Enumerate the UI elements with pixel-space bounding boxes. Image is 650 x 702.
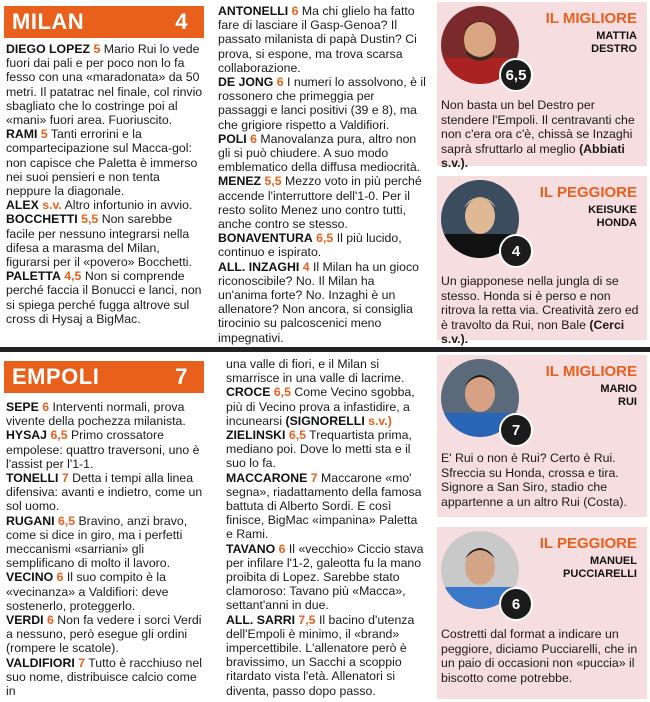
player-comment: Mezzo voto in più perché accende l'interruttore dell'1-0. Per il resto solito Menez uno contro tutti, anche contro se stesso. [218,174,422,232]
player-vote: 5,5 [81,212,99,227]
player-entry [6,613,204,656]
player-comment: I numeri lo assolvono, è il rossonero che primeggia per passaggi e lanci positivi (39 e 8), ma che grigiore rispetto a Valdifiori. [218,75,426,132]
player-entry [226,471,426,542]
section-divider [0,347,650,352]
milan-col-1 [6,42,204,326]
player-comment: Primo crossatore empolese: quattro traversoni, uno è l'assist per l'1-1. [6,428,200,471]
card-title: IL MIGLIORE [545,10,637,27]
player-full-name [591,30,637,56]
card-text [441,98,639,171]
player-name: RUGANI [6,513,55,528]
continued-text: una valle di fiori, e il Milan si smarrisce in una valle di lacrime. [226,357,405,386]
player-entry [6,212,204,269]
empoli-worst-card [437,527,647,699]
player-vote: 6 [276,75,284,90]
card-comment: Un giapponese nella jungla di se stesso. Honda si è perso e non ritrova la retta via. Creatività zero ed è travolto da Rui, non Bale [441,274,639,332]
player-last-name: PUCCIARELLI [563,568,637,580]
player-entry [218,4,426,75]
team-grade: 7 [175,364,188,389]
player-comment: Mario Rui lo vede fuori dai pali e per poco non lo fa fesso con una «maradonata» da 50 metri. Il patatrac nel finale, col rinvio sbagliato che lo costringe poi al «mani» fuori area. Fuoriuscito. [6,42,203,128]
player-first-name: MATTIA [596,30,637,42]
player-entry [6,514,204,571]
player-entry [6,400,204,428]
player-vote: 5 [40,127,48,142]
player-comment: Il «vecchio» Ciccio stava per infilare l'1-2, galeotta fu la mano proibita di Lopez. Sarebbe stato clamoroso: Tavano più «Macca», settant'anni in due. [226,541,424,613]
player-name: MENEZ [218,174,262,189]
player-name: POLI [218,131,247,146]
player-first-name: MARIO [600,383,637,395]
player-comment: Come Vecino sgobba, più di Vecino prova a infastidire, a incunearsi [226,385,415,428]
player-vote: 6 [42,400,50,414]
player-entry [226,428,426,471]
player-comment: Tanti errorini e la compartecipazione sul Macca-gol: non capisce che Paletta è immerso nei suoi pensieri e non tenta neppure la diagonale. [6,127,198,199]
card-author: (Cerci s.v.). [441,317,625,347]
player-first-name: MANUEL [589,555,637,567]
card-text [441,274,639,347]
player-comment: Il suo compito è la «vecinanza» a Valdifiori: deve sostenerlo, proteggerlo. [6,570,169,613]
empoli-best-card [437,355,647,517]
player-comment: Non si comprende perché faccia il Bonucci e lanci, non si spiega perché fugga altrove sul cross di Hysaj a BigMac. [6,269,202,326]
player-name: VERDI [6,613,44,628]
player-name: DIEGO LOPEZ [6,42,91,56]
player-name: MACCARONE [226,470,308,485]
player-full-name [588,204,637,230]
player-last-name: HONDA [596,217,637,229]
milan-worst-card [437,176,647,347]
player-vote: 6 [291,4,299,18]
team-name: EMPOLI [12,364,100,389]
player-vote: 7,5 [298,612,316,627]
player-vote: 7 [61,471,69,486]
player-comment: Detta i tempi alla linea difensiva: avanti e indietro, come un sol uomo. [6,471,203,514]
player-vote: 6,5 [316,231,334,246]
player-name: RAMI [6,127,38,142]
player-vote: 6 [47,613,54,628]
player-vote: 5,5 [264,174,282,189]
card-author: (Abbiati s.v.). [441,141,625,171]
player-entry [226,613,426,698]
empoli-section [0,355,650,702]
player-full-name [563,555,637,581]
empoli-team-header [4,361,204,393]
card-text: Costretti dal format a indicare un peggiore, diciamo Pucciarelli, che in un paio di occasioni non «puccia» il biscotto come potrebbe. [441,627,638,685]
vote-badge: 6,5 [499,58,533,92]
player-vote: 6 [250,131,257,146]
player-comment: Tutto è racchiuso nel suo nome, distribuisce calcio come in [6,655,202,699]
player-vote: s.v. [42,198,62,213]
player-vote: 6,5 [288,428,306,443]
milan-col-2 [218,4,426,345]
player-entry [6,570,204,613]
player-vote: 7 [310,470,318,485]
team-grade: 4 [175,9,188,34]
player-vote: 4,5 [64,269,82,284]
player-name: ANTONELLI [218,4,289,18]
vote-badge: 4 [499,234,533,268]
player-vote: 4 [302,259,310,274]
empoli-col-1 [6,400,204,698]
player-entry [226,542,426,613]
player-name: DE JONG [218,75,274,90]
player-comment: Il bacino d'utenza dell'Empoli è minimo, il «brand» impercettibile. L'allenatore però è bravissimo, un Sacchi a scoppio ritardato vista l'età. Allenatori si diventa, passo dopo passo. [226,612,415,698]
player-name: TONELLI [6,471,59,486]
vote-badge: 6 [499,587,533,621]
substitute-name: (SIGNORELLI [285,413,365,428]
player-entry [218,231,426,259]
player-name: SEPE [6,400,39,414]
player-comment: Il più lucido, continuo e ispirato. [218,231,402,260]
player-comment: Altro infortunio in avvio. [64,198,193,213]
player-full-name [600,383,637,409]
player-entry [6,127,204,198]
player-name: HYSAJ [6,428,48,443]
milan-best-card [437,2,647,171]
player-vote: 5 [93,42,101,56]
player-entry [218,75,426,132]
player-comment: Interventi normali, prova vivente della pochezza milanista. [6,400,186,429]
player-entry [6,656,204,699]
player-comment: Maccarone «mo' segna», riadattamento della famosa battuta di Alberto Sordi. E così finisce, BigMac «impanina» Paletta e Rami. [226,470,422,542]
player-vote: 6,5 [50,428,68,443]
player-vote: 6 [56,570,64,585]
player-name: PALETTA [6,269,61,284]
card-comment: Non basta un bel Destro per stendere l'Empoli. Il centravanti che non c'era ora c'è, chissà se Inzaghi saprà sfruttarlo al meglio [441,98,635,156]
player-name: ALL. INZAGHI [218,259,300,274]
player-entry [218,174,426,231]
player-entry [218,260,426,345]
player-comment: Trequartista prima, mediano poi. Dove lo metti sta e il suo lo fa. [226,428,412,471]
milan-team-header [4,6,204,38]
player-entry [6,42,204,127]
player-last-name: DESTRO [591,43,637,55]
player-first-name: KEISUKE [588,204,637,216]
player-entry [6,269,204,326]
player-entry [6,428,204,471]
player-comment: Non fa vedere i sorci Verdi a nessuno, però esegue gli ordini (rompere le scatole). [6,613,202,656]
card-text: E' Rui o non è Rui? Certo è Rui. Sfreccia su Honda, crossa e tira. Signore a San Siro, stadio che appartenne a un altro Rui (Costa). [441,451,627,509]
player-vote: 7 [78,655,86,670]
player-comment: Ma chi glielo ha fatto fare di lasciare il Gasp-Genoa? Il passato milanista di papà Dustin? Ci prova, si espone, ma trova scarsa collaborazione. [218,4,417,75]
player-comment: Manovalanza pura, altro non gli si può chiudere. A suo modo emblematico della diffusa mediocrità. [218,131,421,175]
card-title: IL PEGGIORE [539,535,637,552]
player-comment: Bravino, anzi bravo, come si dice in giro, ma i perfetti meccanismi «sarriani» gli semplificano di molto il lavoro. [6,513,188,571]
player-vote: 6,5 [57,513,76,528]
vote-badge: 7 [499,413,533,447]
card-title: IL MIGLIORE [545,363,637,380]
player-entry [218,132,426,175]
card-title: IL PEGGIORE [539,184,637,201]
player-comment: Il Milan ha un gioco riconoscibile? No. Il Milan ha un'anima forte? No. Inzaghi è un allenatore? Non ancora, si consiglia tirocinio su palcoscenici meno impegnativi. [218,259,419,345]
player-entry [226,385,426,428]
player-name: VECINO [6,570,54,585]
player-name: BONAVENTURA [218,231,313,246]
player-name: ALL. SARRI [226,612,295,627]
empoli-col-2 [226,357,426,698]
player-name: CROCE [226,385,271,400]
player-vote: 6 [278,541,286,556]
player-name: TAVANO [226,541,276,556]
player-name: BOCCHETTI [6,212,78,227]
player-last-name: RUI [618,396,637,408]
player-entry [6,198,204,212]
player-name: ALEX [6,198,39,213]
player-name: VALDIFIORI [6,655,75,670]
substitute-vote: s.v.) [368,413,392,428]
player-name: ZIELINSKI [226,428,286,443]
milan-section [0,0,650,345]
player-comment: Non sarebbe facile per nessuno integrarsi nella difesa a marasma del Milan, figurarsi per il «povero» Bocchetti. [6,212,192,270]
player-entry [6,471,204,514]
team-name: MILAN [12,9,85,34]
player-vote: 6,5 [273,385,291,400]
